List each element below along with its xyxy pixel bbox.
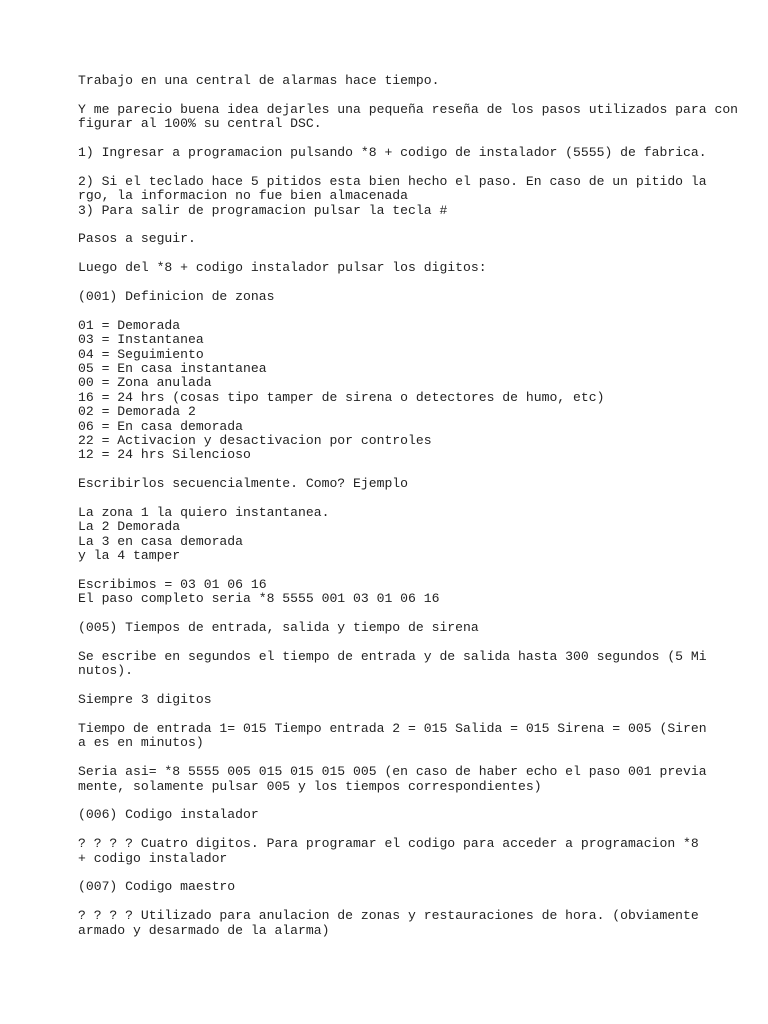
text-line: 06 = En casa demorada	[78, 418, 244, 434]
paragraph	[78, 722, 758, 751]
text-line: ? ? ? ? Cuatro digitos. Para programar el codigo para acceder a programacion *8	[78, 836, 699, 852]
text-line: Pasos a seguir.	[78, 231, 196, 247]
text-line: Escribirlos secuencialmente. Como? Ejemplo	[78, 476, 409, 492]
text-line: nutos).	[78, 663, 134, 679]
text-line: ? ? ? ? Utilizado para anulacion de zonas y restauraciones de hora. (obviamente	[78, 908, 699, 924]
paragraph	[78, 837, 758, 866]
document-body	[78, 74, 758, 952]
text-line: 02 = Demorada 2	[78, 404, 196, 420]
text-line: (005) Tiempos de entrada, salida y tiempo de sirena	[78, 620, 479, 636]
text-line: Trabajo en una central de alarmas hace tiempo.	[78, 73, 440, 88]
paragraph	[78, 261, 758, 275]
paragraph	[78, 693, 758, 707]
text-line: 16 = 24 hrs (cosas tipo tamper de sirena o detectores de humo, etc)	[78, 389, 605, 405]
text-line: Seria asi= *8 5555 005 015 015 015 005 (en caso de haber echo el paso 001 previa	[78, 764, 707, 780]
text-line: Y me parecio buena idea dejarles una pequeña reseña de los pasos utilizados para con	[78, 101, 739, 117]
text-line: Tiempo de entrada 1= 015 Tiempo entrada 2 = 015 Salida = 015 Sirena = 005 (Siren	[78, 721, 707, 737]
text-line: mente, solamente pulsar 005 y los tiempos correspondientes)	[78, 778, 542, 794]
text-line: Siempre 3 digitos	[78, 692, 212, 708]
text-line: 00 = Zona anulada	[78, 375, 212, 391]
paragraph	[78, 319, 758, 463]
paragraph	[78, 506, 758, 564]
text-line: (007) Codigo maestro	[78, 879, 236, 895]
text-line: 01 = Demorada	[78, 317, 181, 333]
text-line: y la 4 tamper	[78, 548, 181, 564]
text-line: rgo, la informacion no fue bien almacenada	[78, 188, 409, 204]
paragraph	[78, 765, 758, 794]
text-line: El paso completo seria *8 5555 001 03 01 06 16	[78, 591, 440, 607]
paragraph	[78, 175, 758, 218]
text-line: (006) Codigo instalador	[78, 807, 259, 823]
text-line: 12 = 24 hrs Silencioso	[78, 447, 251, 463]
text-line: 22 = Activacion y desactivacion por controles	[78, 433, 432, 449]
paragraph	[78, 477, 758, 491]
text-line: Escribimos = 03 01 06 16	[78, 577, 267, 593]
paragraph	[78, 909, 758, 938]
text-line: 1) Ingresar a programacion pulsando *8 + codigo de instalador (5555) de fabrica.	[78, 145, 707, 160]
paragraph	[78, 232, 758, 246]
text-line: Luego del *8 + codigo instalador pulsar los digitos:	[78, 260, 487, 276]
text-line: (001) Definicion de zonas	[78, 289, 275, 304]
text-line: armado y desarmado de la alarma)	[78, 922, 330, 938]
text-line: a es en minutos)	[78, 735, 204, 751]
paragraph	[78, 621, 758, 635]
text-line: 04 = Seguimiento	[78, 346, 204, 362]
paragraph	[78, 290, 758, 304]
text-line: 05 = En casa instantanea	[78, 361, 267, 377]
text-line: 03 = Instantanea	[78, 332, 204, 348]
paragraph	[78, 103, 758, 132]
text-line: La 2 Demorada	[78, 519, 181, 535]
text-line: figurar al 100% su central DSC.	[78, 116, 322, 132]
text-line: La zona 1 la quiero instantanea.	[78, 505, 330, 521]
text-line: + codigo instalador	[78, 850, 228, 866]
text-line: La 3 en casa demorada	[78, 533, 244, 549]
paragraph	[78, 880, 758, 894]
paragraph	[78, 146, 758, 160]
paragraph	[78, 808, 758, 822]
paragraph	[78, 650, 758, 679]
text-line: 2) Si el teclado hace 5 pitidos esta bien hecho el paso. En caso de un pitido la	[78, 173, 707, 189]
text-line: Se escribe en segundos el tiempo de entrada y de salida hasta 300 segundos (5 Mi	[78, 649, 707, 665]
text-line: 3) Para salir de programacion pulsar la tecla #	[78, 202, 448, 218]
paragraph	[78, 74, 758, 88]
paragraph	[78, 578, 758, 607]
